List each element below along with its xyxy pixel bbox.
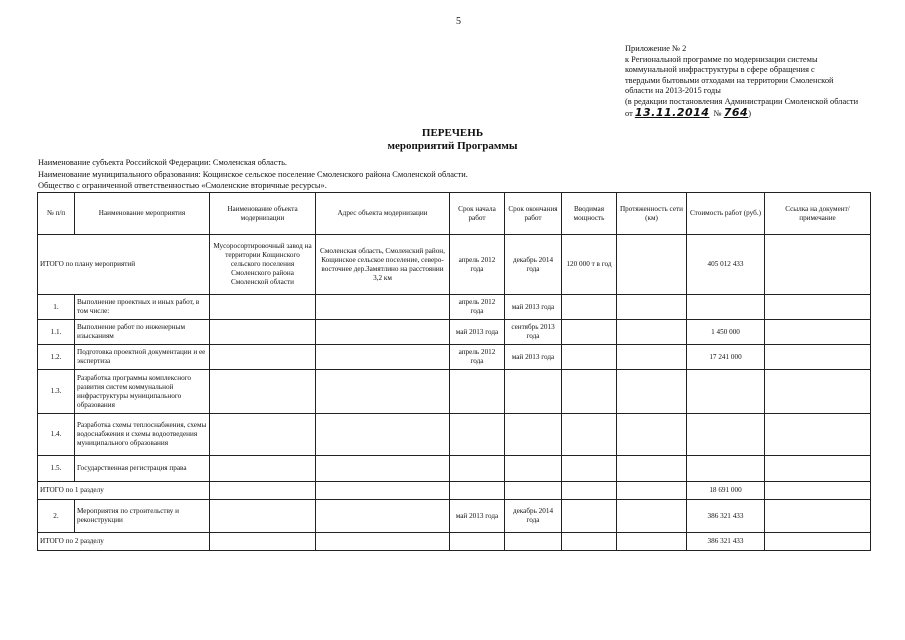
row-end <box>505 414 562 456</box>
total-section2-cost: 386 321 433 <box>687 533 765 551</box>
table-header-row <box>38 193 871 235</box>
total-section2-row <box>38 533 871 551</box>
row-start: май 2013 года <box>450 500 505 533</box>
total-plan-link <box>765 235 871 295</box>
appendix-line-5: области на 2013-2015 годы <box>625 86 721 96</box>
row-name: Государственная регистрация права <box>75 456 210 482</box>
table-row <box>38 345 871 370</box>
row-start: май 2013 года <box>450 320 505 345</box>
row-cost <box>687 414 765 456</box>
row-start: апрель 2012 года <box>450 345 505 370</box>
row-num: 1.4. <box>38 414 75 456</box>
header-capacity: Вводимая мощность <box>562 193 617 235</box>
row-num: 1.5. <box>38 456 75 482</box>
info-company: Общество с ограниченной ответственностью «Смоленские вторичные ресурсы». <box>38 181 327 190</box>
row-start <box>450 456 505 482</box>
header-start: Срок начала работ <box>450 193 505 235</box>
page-number: 5 <box>456 16 461 27</box>
appendix-ot: от <box>625 108 633 118</box>
total-section1-row <box>38 482 871 500</box>
row-name: Мероприятия по строительству и реконструкции <box>75 500 210 533</box>
appendix-block <box>625 44 900 119</box>
row-num: 1. <box>38 295 75 320</box>
row-start <box>450 414 505 456</box>
appendix-no: № <box>713 108 722 118</box>
row-name: Разработка схемы теплоснабжения, схемы водоснабжения и схемы водоотведения муниципального образования <box>75 414 210 456</box>
row-num: 1.2. <box>38 345 75 370</box>
total-plan-end: декабрь 2014 года <box>505 235 562 295</box>
header-length: Протяженность сети (км) <box>617 193 687 235</box>
row-num: 2. <box>38 500 75 533</box>
table-row <box>38 320 871 345</box>
appendix-line-1: Приложение № 2 <box>625 44 687 53</box>
row-name: Выполнение работ по инженерным изысканиям <box>75 320 210 345</box>
total-plan-start: апрель 2012 года <box>450 235 505 295</box>
row-cost: 1 450 000 <box>687 320 765 345</box>
appendix-line-3: коммунальной инфраструктуры в сфере обращения с <box>625 65 815 75</box>
row-end: май 2013 года <box>505 345 562 370</box>
total-plan-label: ИТОГО по плану мероприятий <box>38 235 210 295</box>
row-end <box>505 370 562 414</box>
total-plan-capacity: 120 000 т в год <box>562 235 617 295</box>
row-end: декабрь 2014 года <box>505 500 562 533</box>
appendix-date-line <box>625 105 900 120</box>
row-num: 1.3. <box>38 370 75 414</box>
header-end: Срок окончания работ <box>505 193 562 235</box>
handwritten-number: 764 <box>723 105 749 119</box>
row-end <box>505 456 562 482</box>
row-start <box>450 370 505 414</box>
row-cost <box>687 295 765 320</box>
row-cost: 17 241 000 <box>687 345 765 370</box>
appendix-line-4: твердыми бытовыми отходами на территории Смоленской <box>625 75 834 85</box>
row-num: 1.1. <box>38 320 75 345</box>
document-title: ПЕРЕЧЕНЬ <box>421 127 484 139</box>
info-municipality: Наименование муниципального образования: Кощинское сельское поселение Смоленского района Смоленской области. <box>38 170 468 179</box>
row-cost <box>687 456 765 482</box>
row-cost <box>687 370 765 414</box>
header-link: Ссылка на документ/примечание <box>765 193 871 235</box>
appendix-line-6: (в редакции постановления Администрации Смоленской области <box>625 96 859 106</box>
row-name: Разработка программы комплексного развития систем коммунальной инфраструктуры муниципального образования <box>75 370 210 414</box>
header-cost: Стоимость работ (руб.) <box>687 193 765 235</box>
total-plan-length <box>617 235 687 295</box>
total-section1-cost: 18 691 000 <box>687 482 765 500</box>
row-end: май 2013 года <box>505 295 562 320</box>
row-cost: 386 321 433 <box>687 500 765 533</box>
info-subject: Наименование субъекта Российской Федерации: Смоленская область. <box>38 158 288 167</box>
header-name: Наименование мероприятия <box>75 193 210 235</box>
total-plan-row <box>38 235 871 295</box>
measures-table <box>37 192 871 551</box>
row-name: Подготовка проектной документации и ее экспертиза <box>75 345 210 370</box>
row-name: Выполнение проектных и иных работ, в том числе: <box>75 295 210 320</box>
table-row <box>38 456 871 482</box>
appendix-close: ) <box>748 108 751 118</box>
handwritten-date: 13.11.2014 <box>634 105 710 119</box>
header-object: Наименование объекта модернизации <box>210 193 316 235</box>
table-row <box>38 500 871 533</box>
total-section2-label: ИТОГО по 2 разделу <box>38 533 210 551</box>
total-section1-label: ИТОГО по 1 разделу <box>38 482 210 500</box>
appendix-line-2: к Региональной программе по модернизации системы <box>625 54 818 64</box>
total-plan-address: Смоленская область, Смоленский район, Кощинское сельское поселение, северо-восточнее дер.Замятлино на расстоянии 3,2 км <box>316 235 450 295</box>
total-plan-object: Мусоросортировочный завод на территории Кощинского сельского поселения Смоленского района Смоленской области <box>210 235 316 295</box>
header-num: № п/п <box>38 193 75 235</box>
table-row <box>38 370 871 414</box>
total-plan-cost: 405 012 433 <box>687 235 765 295</box>
row-start: апрель 2012 года <box>450 295 505 320</box>
document-subtitle: мероприятий Программы <box>387 140 518 152</box>
table-row <box>38 414 871 456</box>
table-row <box>38 295 871 320</box>
header-address: Адрес объекта модернизации <box>316 193 450 235</box>
row-end: сентябрь 2013 года <box>505 320 562 345</box>
